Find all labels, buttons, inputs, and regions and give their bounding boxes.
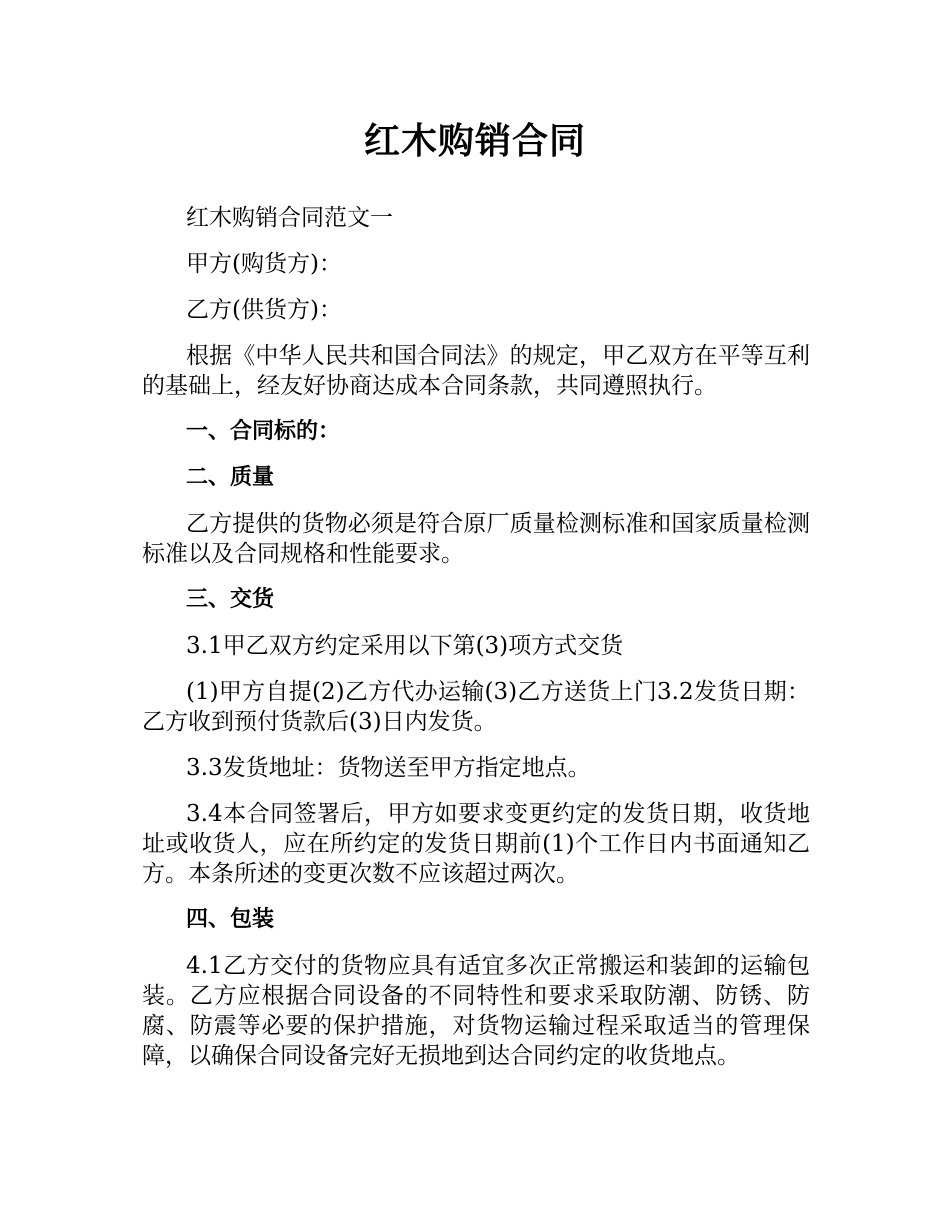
paragraph-packaging-4-1: 4.1乙方交付的货物应具有适宜多次正常搬运和装卸的运输包装。乙方应根据合同设备的不同特性和要求采取防潮、防锈、防腐、防震等必要的保护措施，对货物运输过程采取适当的管理保障，以确保合同设备完好无损地到达合同约定的收货地点。 (142, 953, 810, 1069)
section-heading-subject: 一、合同标的： (186, 419, 341, 444)
document-body (142, 203, 810, 1087)
section-heading-quality: 二、质量 (186, 465, 275, 490)
section-heading-packaging: 四、包装 (186, 907, 275, 932)
document-title: 红木购销合同 (363, 121, 586, 162)
paragraph-party-b: 乙方(供货方)： (186, 297, 342, 323)
paragraph-party-a: 甲方(购货方)： (186, 251, 342, 277)
section-heading-delivery: 三、交货 (186, 587, 275, 612)
paragraph-quality: 乙方提供的货物必须是符合原厂质量检测标准和国家质量检测标准以及合同规格和性能要求。 (142, 511, 810, 567)
paragraph-delivery-3-1: 3.1甲乙双方约定采用以下第(3)项方式交货 (186, 633, 624, 659)
paragraph-delivery-3-3: 3.3发货地址：货物送至甲方指定地点。 (186, 755, 591, 781)
paragraph-delivery-options: (1)甲方自提(2)乙方代办运输(3)乙方送货上门3.2发货日期：乙方收到预付货款后(3)日内发货。 (142, 679, 810, 735)
paragraph-delivery-3-4: 3.4本合同签署后，甲方如要求变更约定的发货日期，收货地址或收货人，应在所约定的发货日期前(1)个工作日内书面通知乙方。本条所述的变更次数不应该超过两次。 (142, 801, 810, 887)
paragraph-preamble: 根据《中华人民共和国合同法》的规定，甲乙双方在平等互利的基础上，经友好协商达成本合同条款，共同遵照执行。 (142, 343, 810, 399)
paragraph-subtitle: 红木购销合同范文一 (186, 205, 393, 231)
